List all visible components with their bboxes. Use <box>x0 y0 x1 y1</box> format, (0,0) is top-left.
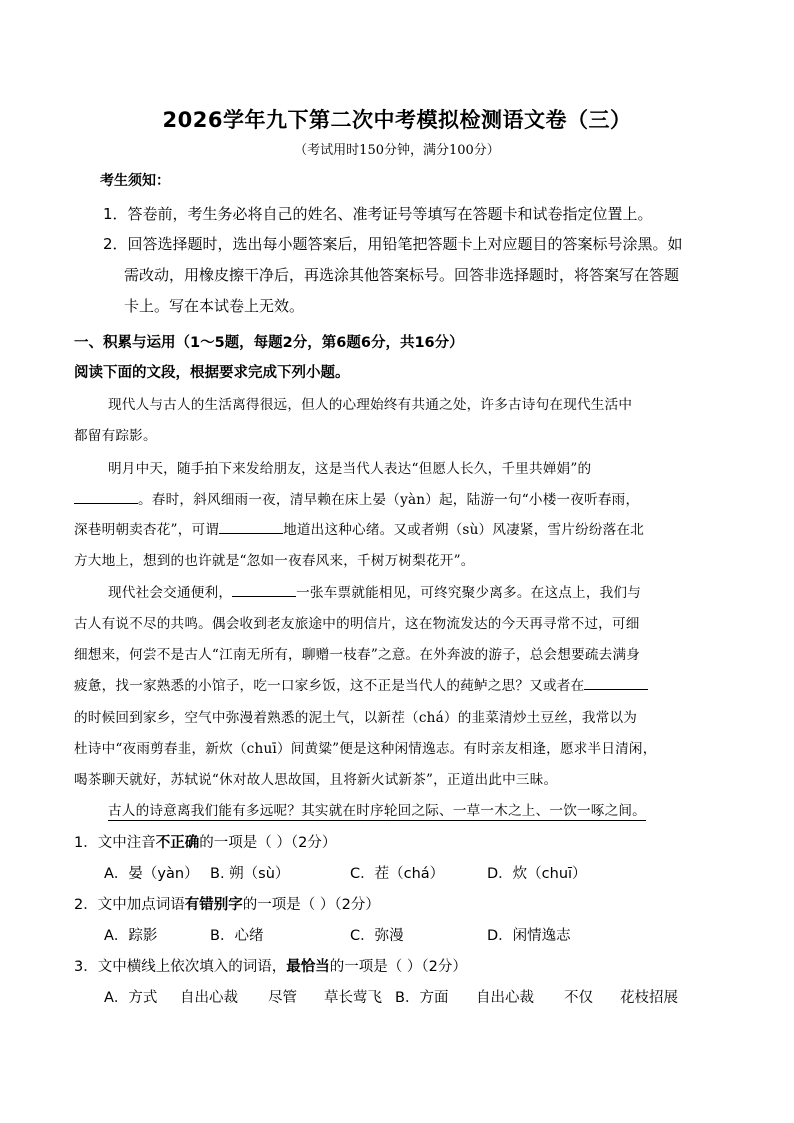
fill-blank-2 <box>219 521 283 534</box>
passage-p2-line-2 <box>74 488 639 508</box>
question-3 <box>74 955 467 976</box>
question-1-emphasis: 不正确 <box>155 835 200 851</box>
question-1-after: 的一项是（ ）（2分） <box>199 835 337 851</box>
passage-p3-line-1-before: 现代社会交通便利， <box>108 585 233 601</box>
question-2-after: 的一项是（ ）（2分） <box>242 897 380 913</box>
q1-option-d[interactable]: D．炊（chuī） <box>487 866 587 882</box>
q3-option-b-label[interactable]: B．方面 <box>395 990 449 1006</box>
passage-p2-line-1: 明月中天，随手拍下来发给朋友，这是当代人表达“但愿人长久，千里共婵娟”的 <box>108 461 592 477</box>
question-3-after: 的一项是（ ）（2分） <box>329 959 467 975</box>
passage-p1-line-2: 都留有踪影。 <box>74 428 157 444</box>
q3-option-b-word-3: 不仅 <box>564 990 593 1006</box>
passage-p3-line-4 <box>74 674 648 694</box>
question-2 <box>74 893 380 914</box>
reading-instruction: 阅读下面的文段，根据要求完成下列小题。 <box>74 365 350 381</box>
fill-blank-1 <box>74 491 138 504</box>
q2-option-c[interactable]: C．弥漫 <box>350 928 404 944</box>
question-3-before: 3．文中横线上依次填入的词语， <box>74 959 287 975</box>
q2-option-b[interactable]: B．心绪 <box>210 928 264 944</box>
q3-option-a-word-4: 草长莺飞 <box>324 990 382 1006</box>
question-1-before: 1．文中注音 <box>74 835 156 851</box>
exam-subtitle: （考试用时150分钟，满分100分） <box>294 143 500 158</box>
passage-p3-line-6: 杜诗中“夜雨剪春韭，新炊（chuī）间黄粱”便是这种闲情逸志。有时亲友相逢，愿求半日清闲， <box>74 741 657 757</box>
section-1-heading: 一、积累与运用（1～5题，每题2分，第6题6分，共16分） <box>74 335 464 351</box>
q3-option-a-word-3: 尽管 <box>268 990 297 1006</box>
q3-option-b-word-4: 花枝招展 <box>620 990 678 1006</box>
passage-p3-line-2: 古人有说不尽的共鸣。偶会收到老友旅途中的明信片，这在物流发达的今天再寻常不过，可细 <box>74 616 640 632</box>
passage-p3-line-7: 喝茶聊天就好，苏轼说“休对故人思故国，且将新火试新茶”，正道出此中三昧。 <box>74 772 558 788</box>
passage-p3-line-3: 细想来，何尝不是古人“江南无所有，聊赠一枝春”之意。在外奔波的游子，总会想要疏去满身 <box>74 647 641 663</box>
question-1 <box>74 831 336 852</box>
passage-p2-line-3-after: 地道出这种心绪。又或者朔（sù）风凄紧，雪片纷纷落在北 <box>283 522 645 538</box>
notice-item-2-line-3: 卡上。写在本试卷上无效。 <box>124 297 305 315</box>
notice-heading: 考生须知： <box>100 173 170 189</box>
q3-option-a-word-2: 自出心裁 <box>180 990 238 1006</box>
passage-p3-line-1 <box>108 581 641 601</box>
q1-option-b[interactable]: B. 朔（sù） <box>210 866 290 882</box>
passage-p2-line-2-text: 。春时，斜风细雨一夜，清早赖在床上晏（yàn）起，陆游一句“小楼一夜听春雨， <box>138 492 640 508</box>
question-3-emphasis: 最恰当 <box>286 959 330 975</box>
q2-option-a[interactable]: A．踪影 <box>104 928 158 944</box>
question-2-emphasis: 有错别字 <box>184 897 243 913</box>
notice-item-1: 1．答卷前，考生务必将自己的姓名、准考证号等填写在答题卡和试卷指定位置上。 <box>103 205 653 223</box>
q3-option-b-word-2: 自出心裁 <box>476 990 534 1006</box>
q2-option-d[interactable]: D．闲情逸志 <box>487 928 571 944</box>
passage-p4-underlined: 古人的诗意离我们能有多远呢？其实就在时序轮回之际、一草一木之上、一饮一啄之间。 <box>108 799 646 821</box>
exam-title: 2026学年九下第二次中考模拟检测语文卷（三） <box>162 108 632 132</box>
fill-blank-3 <box>232 584 296 597</box>
passage-p3-line-1-after: 一张车票就能相见，可终究聚少离多。在这点上，我们与 <box>296 585 641 601</box>
passage-p2-line-3-before: 深巷明朝卖杏花”，可谓 <box>74 522 220 538</box>
passage-p1-line-1: 现代人与古人的生活离得很远，但人的心理始终有共通之处，许多古诗句在现代生活中 <box>108 397 633 413</box>
q3-option-a-label[interactable]: A．方式 <box>104 990 158 1006</box>
notice-item-2-line-2: 需改动，用橡皮擦干净后，再选涂其他答案标号。回答非选择题时，将答案写在答题 <box>124 266 680 284</box>
q1-option-c[interactable]: C．茬（chá） <box>350 866 445 882</box>
notice-item-2-line-1: 2．回答选择题时，选出每小题答案后，用铅笔把答题卡上对应题目的答案标号涂黑。如 <box>103 235 683 253</box>
passage-p2-line-4: 方大地上，想到的也许就是“忽如一夜春风来，千树万树梨花开”。 <box>74 553 475 569</box>
q1-option-a[interactable]: A．晏（yàn） <box>104 866 199 882</box>
fill-blank-4 <box>584 677 648 690</box>
passage-p2-line-3 <box>74 518 644 538</box>
passage-p3-line-5: 的时候回到家乡，空气中弥漫着熟悉的泥土气，以新茬（chá）的韭菜清炒土豆丝，我常以为 <box>74 710 638 726</box>
passage-p3-line-4-text: 疲惫，找一家熟悉的小馆子，吃一口家乡饭，这不正是当代人的莼鲈之思？又或者在 <box>74 678 585 694</box>
question-2-before: 2．文中加点词语 <box>74 897 185 913</box>
